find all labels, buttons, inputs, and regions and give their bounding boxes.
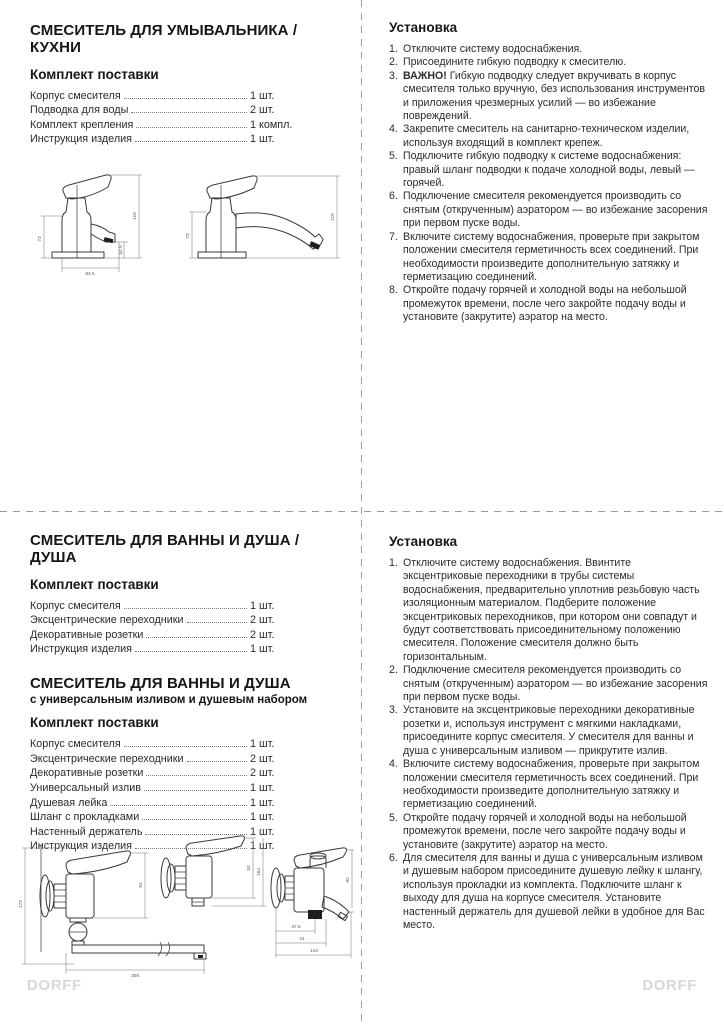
washbasin-section-title: СМЕСИТЕЛЬ ДЛЯ УМЫВАЛЬНИКА / КУХНИ (30, 22, 298, 57)
section-washbasin-kitchen (30, 22, 342, 148)
bath-universal-title: СМЕСИТЕЛЬ ДЛЯ ВАННЫ И ДУША (30, 674, 291, 692)
kit-item-value: 1 шт. (250, 599, 275, 612)
dim-label: 142 (309, 949, 319, 954)
kit-item-label: Универсальный излив (30, 781, 141, 794)
kit-item-value: 1 шт. (250, 796, 275, 809)
install-step (389, 284, 710, 324)
install-step-number: 5. (389, 811, 398, 824)
kit-row (30, 753, 308, 768)
dotted-leader (136, 127, 247, 128)
dim-label: 84.5 (85, 272, 95, 277)
kit-row (30, 738, 308, 753)
section-washbasin-install (389, 20, 710, 325)
kit-item-label: Корпус смесителя (30, 738, 121, 751)
kit-item-value: 2 шт. (250, 752, 275, 765)
bath-shower-drawings (14, 825, 356, 985)
dim-label: 73 (186, 233, 191, 239)
install-step-text: Для смесителя для ванны и душа с универсальным изливом и душевым набором присоедините душевую лейку к шлангу, используя прокладки из комплекта. Подключите шланг к выходу для душа на корпусе смесителя. Установите настенный держатель для душевой лейки в удобное для Вас место. (403, 851, 705, 931)
kit-item-value: 2 шт. (250, 628, 275, 641)
kit-row (30, 782, 308, 797)
kit-row (30, 629, 308, 644)
install-step-number: 1. (389, 43, 398, 55)
kit-item-label: Декоративные розетки (30, 767, 144, 780)
kit-item-label: Эксцентрические переходники (30, 752, 184, 765)
kit-row (30, 643, 308, 658)
kit-item-label: Душевая лейка (30, 796, 108, 809)
install-step-number: 6. (389, 190, 398, 203)
dotted-leader (124, 608, 247, 609)
install-step-text: Откройте подачу горячей и холодной воды на небольшой промежуток времени, после чего закройте подачу воды и установите (закрутите) аэратор на место. (403, 811, 687, 851)
install-step-text: Закрепите смеситель на санитарно-техническом изделии, используя входящий в комплект крепеж. (403, 123, 690, 149)
install-step-text: Включите систему водоснабжения, проверьте при закрытом положении смесителя герметичность всех соединений. При необходимости произведите дополнительную затяжку и герметизацию соединений. (403, 758, 700, 811)
install-step-text: Отключите систему водоснабжения. Ввинтите эксцентриковые переходники в трубы системы водоснабжения, предварительно уплотнив резьбовую часть изоляционным материалом. Подберите положение эксцентриковых переходников, при котором они совпадут и будут соответствовать присоединительному положению смесителя. Положение смесителя должно быть горизонтальным. (403, 557, 700, 663)
dim-label: 119 (331, 213, 336, 221)
dim-label: 119 (133, 212, 138, 220)
install-step-text: Отключите систему водоснабжения. (403, 43, 583, 55)
install-step (389, 557, 711, 664)
technical-drawing-bottom (14, 825, 356, 980)
kit-item-label: Эксцентрические переходники (30, 614, 184, 627)
bath-kit2-title: Комплект поставки (30, 715, 159, 731)
install-step (389, 43, 710, 56)
install-step-number: 3. (389, 704, 398, 717)
kit-item-label: Подводка для воды (30, 104, 129, 117)
install-step-number: 4. (389, 758, 398, 771)
dotted-leader (131, 112, 247, 113)
kit-item-label: Декоративные розетки (30, 628, 144, 641)
install-step-text: Включите систему водоснабжения, проверьте при закрытом положении смесителя герметичность всех соединений. При необходимости произведите дополнительную затяжку и герметизацию соединений. (403, 230, 700, 283)
dotted-leader (124, 746, 247, 747)
kit-item-value: 1 шт. (250, 825, 275, 838)
install-step-text: Подключение смесителя рекомендуется производить со снятым (открученным) аэратором — во избежание засорения при первом пуске воды. (403, 664, 708, 704)
bath-universal-subtitle: с универсальным изливом и душевым набором (30, 694, 308, 707)
washbasin-kit-list (30, 90, 308, 148)
wall-mixer-long-spout-drawing (18, 844, 206, 979)
kit-row (30, 614, 308, 629)
install-step (389, 190, 710, 230)
washbasin-install-title: Установка (389, 20, 458, 35)
install-step (389, 812, 711, 852)
fold-line-horizontal (0, 511, 724, 512)
kit-item-value: 1 шт. (250, 811, 275, 824)
kit-row (30, 797, 308, 812)
dotted-leader (187, 761, 247, 762)
install-step-number: 6. (389, 851, 398, 864)
kit-item-label: Корпус смесителя (30, 89, 121, 102)
kit-item-label: Корпус смесителя (30, 599, 121, 612)
dotted-leader (124, 98, 247, 99)
kitchen-mixer-drawing (185, 176, 340, 258)
bath-kit-list (30, 600, 308, 658)
washbasin-install-steps (389, 43, 710, 325)
kit-item-label: Настенный держатель (30, 825, 143, 838)
kit-row (30, 811, 308, 826)
dim-label: 164 (257, 867, 262, 877)
kit-item-label: Инструкция изделия (30, 133, 133, 146)
brand-logo-right: DORFF (642, 977, 697, 994)
kit-item-value: 1 шт. (250, 133, 275, 146)
kit-item-label: Шланг с прокладками (30, 811, 140, 824)
dotted-leader (146, 637, 247, 638)
install-step-number: 4. (389, 123, 398, 136)
install-step-number: 8. (389, 284, 398, 297)
bath-section-title: СМЕСИТЕЛЬ ДЛЯ ВАННЫ И ДУША / ДУША (30, 532, 300, 567)
install-step-text: Подключение смесителя рекомендуется производить со снятым (открученным) аэратором — во избежание засорения при первом пуске воды. (403, 190, 708, 230)
install-step (389, 231, 710, 285)
install-step (389, 150, 710, 190)
dotted-leader (110, 805, 247, 806)
kit-row (30, 767, 308, 782)
dim-label: 52.5 (119, 245, 124, 255)
washbasin-kit-title: Комплект поставки (30, 66, 159, 82)
kit-row (30, 104, 308, 119)
washbasin-kitchen-drawings (22, 146, 348, 293)
kit-item-label: Инструкция изделия (30, 840, 133, 853)
bath-install-steps (389, 557, 711, 932)
kit-item-value: 2 шт. (250, 104, 275, 117)
kit-item-value: 1 шт. (250, 643, 275, 656)
dotted-leader (142, 819, 247, 820)
dotted-leader (187, 622, 247, 623)
section-bath-install (389, 534, 711, 932)
install-step (389, 70, 710, 124)
fold-line-vertical (361, 0, 362, 1024)
dim-label: 92 (346, 877, 351, 883)
kit-row (30, 600, 308, 615)
bath-kit-title: Комплект поставки (30, 576, 159, 592)
kit-item-value: 2 шт. (250, 614, 275, 627)
install-step-number: 2. (389, 56, 398, 69)
kit-item-value: 1 шт. (250, 840, 275, 853)
dotted-leader (144, 790, 247, 791)
install-step (389, 852, 711, 932)
dim-label: 73 (38, 236, 43, 242)
install-step-text: ВАЖНО! Гибкую подводку следует вкручивать в корпус смесителя только вручную, без использования инструментов и приложения чрезмерных усилий — во избежание повреждений. (403, 69, 706, 123)
section-bath-shower (30, 532, 342, 855)
install-step (389, 123, 710, 150)
basin-mixer-drawing (37, 175, 142, 277)
dotted-leader (146, 775, 247, 776)
install-step-number: 2. (389, 664, 398, 677)
dim-label: 172 (19, 899, 24, 909)
install-step-number: 1. (389, 557, 398, 569)
install-step-number: 7. (389, 230, 398, 243)
dim-label: 91 (139, 882, 144, 888)
install-step-number: 3. (389, 69, 398, 82)
kit-row (30, 90, 308, 105)
kit-item-value: 1 шт. (250, 89, 275, 102)
install-step-text: Установите на эксцентриковые переходники декоративные розетки и, используя инструмент с мягкими накладками, присоедините корпус смесителя. У смесителя для ванны и душа с универсальным изливом — прикрутите излив. (403, 704, 695, 757)
install-step-text: Присоедините гибкую подводку к смесителю. (403, 56, 627, 69)
bath-install-title: Установка (389, 534, 458, 549)
kit-item-label: Комплект крепления (30, 118, 134, 131)
dim-label: 92 (247, 865, 252, 871)
dotted-leader (135, 141, 247, 142)
install-step (389, 758, 711, 812)
kit-item-value: 1 шт. (250, 781, 275, 794)
kit-item-label: Инструкция изделия (30, 643, 133, 656)
dim-label: 41 (299, 937, 305, 942)
kit-item-value: 2 шт. (250, 767, 275, 780)
install-step-text: Подключите гибкую подводку к системе водоснабжения: правый шланг подводки к подаче холодной воды, левый — горячей. (403, 150, 695, 190)
bath-mixer-drawing (271, 848, 354, 958)
dotted-leader (135, 651, 247, 652)
install-step-number: 5. (389, 150, 398, 163)
brand-logo-left: DORFF (27, 977, 82, 994)
kit-item-value: 1 компл. (250, 118, 293, 131)
shower-mixer-drawing (161, 836, 266, 906)
technical-drawing-top (22, 146, 348, 288)
install-step-text: Откройте подачу горячей и холодной воды на небольшой промежуток времени, после чего закройте подачу воды и установите (закрутите) аэратор на место. (403, 284, 687, 324)
kit-row (30, 119, 308, 134)
install-step (389, 56, 710, 69)
install-step (389, 664, 711, 704)
dim-label: 308 (130, 974, 140, 979)
install-step (389, 704, 711, 758)
dim-label: 47.5 (291, 925, 301, 930)
kit-item-value: 1 шт. (250, 738, 275, 751)
